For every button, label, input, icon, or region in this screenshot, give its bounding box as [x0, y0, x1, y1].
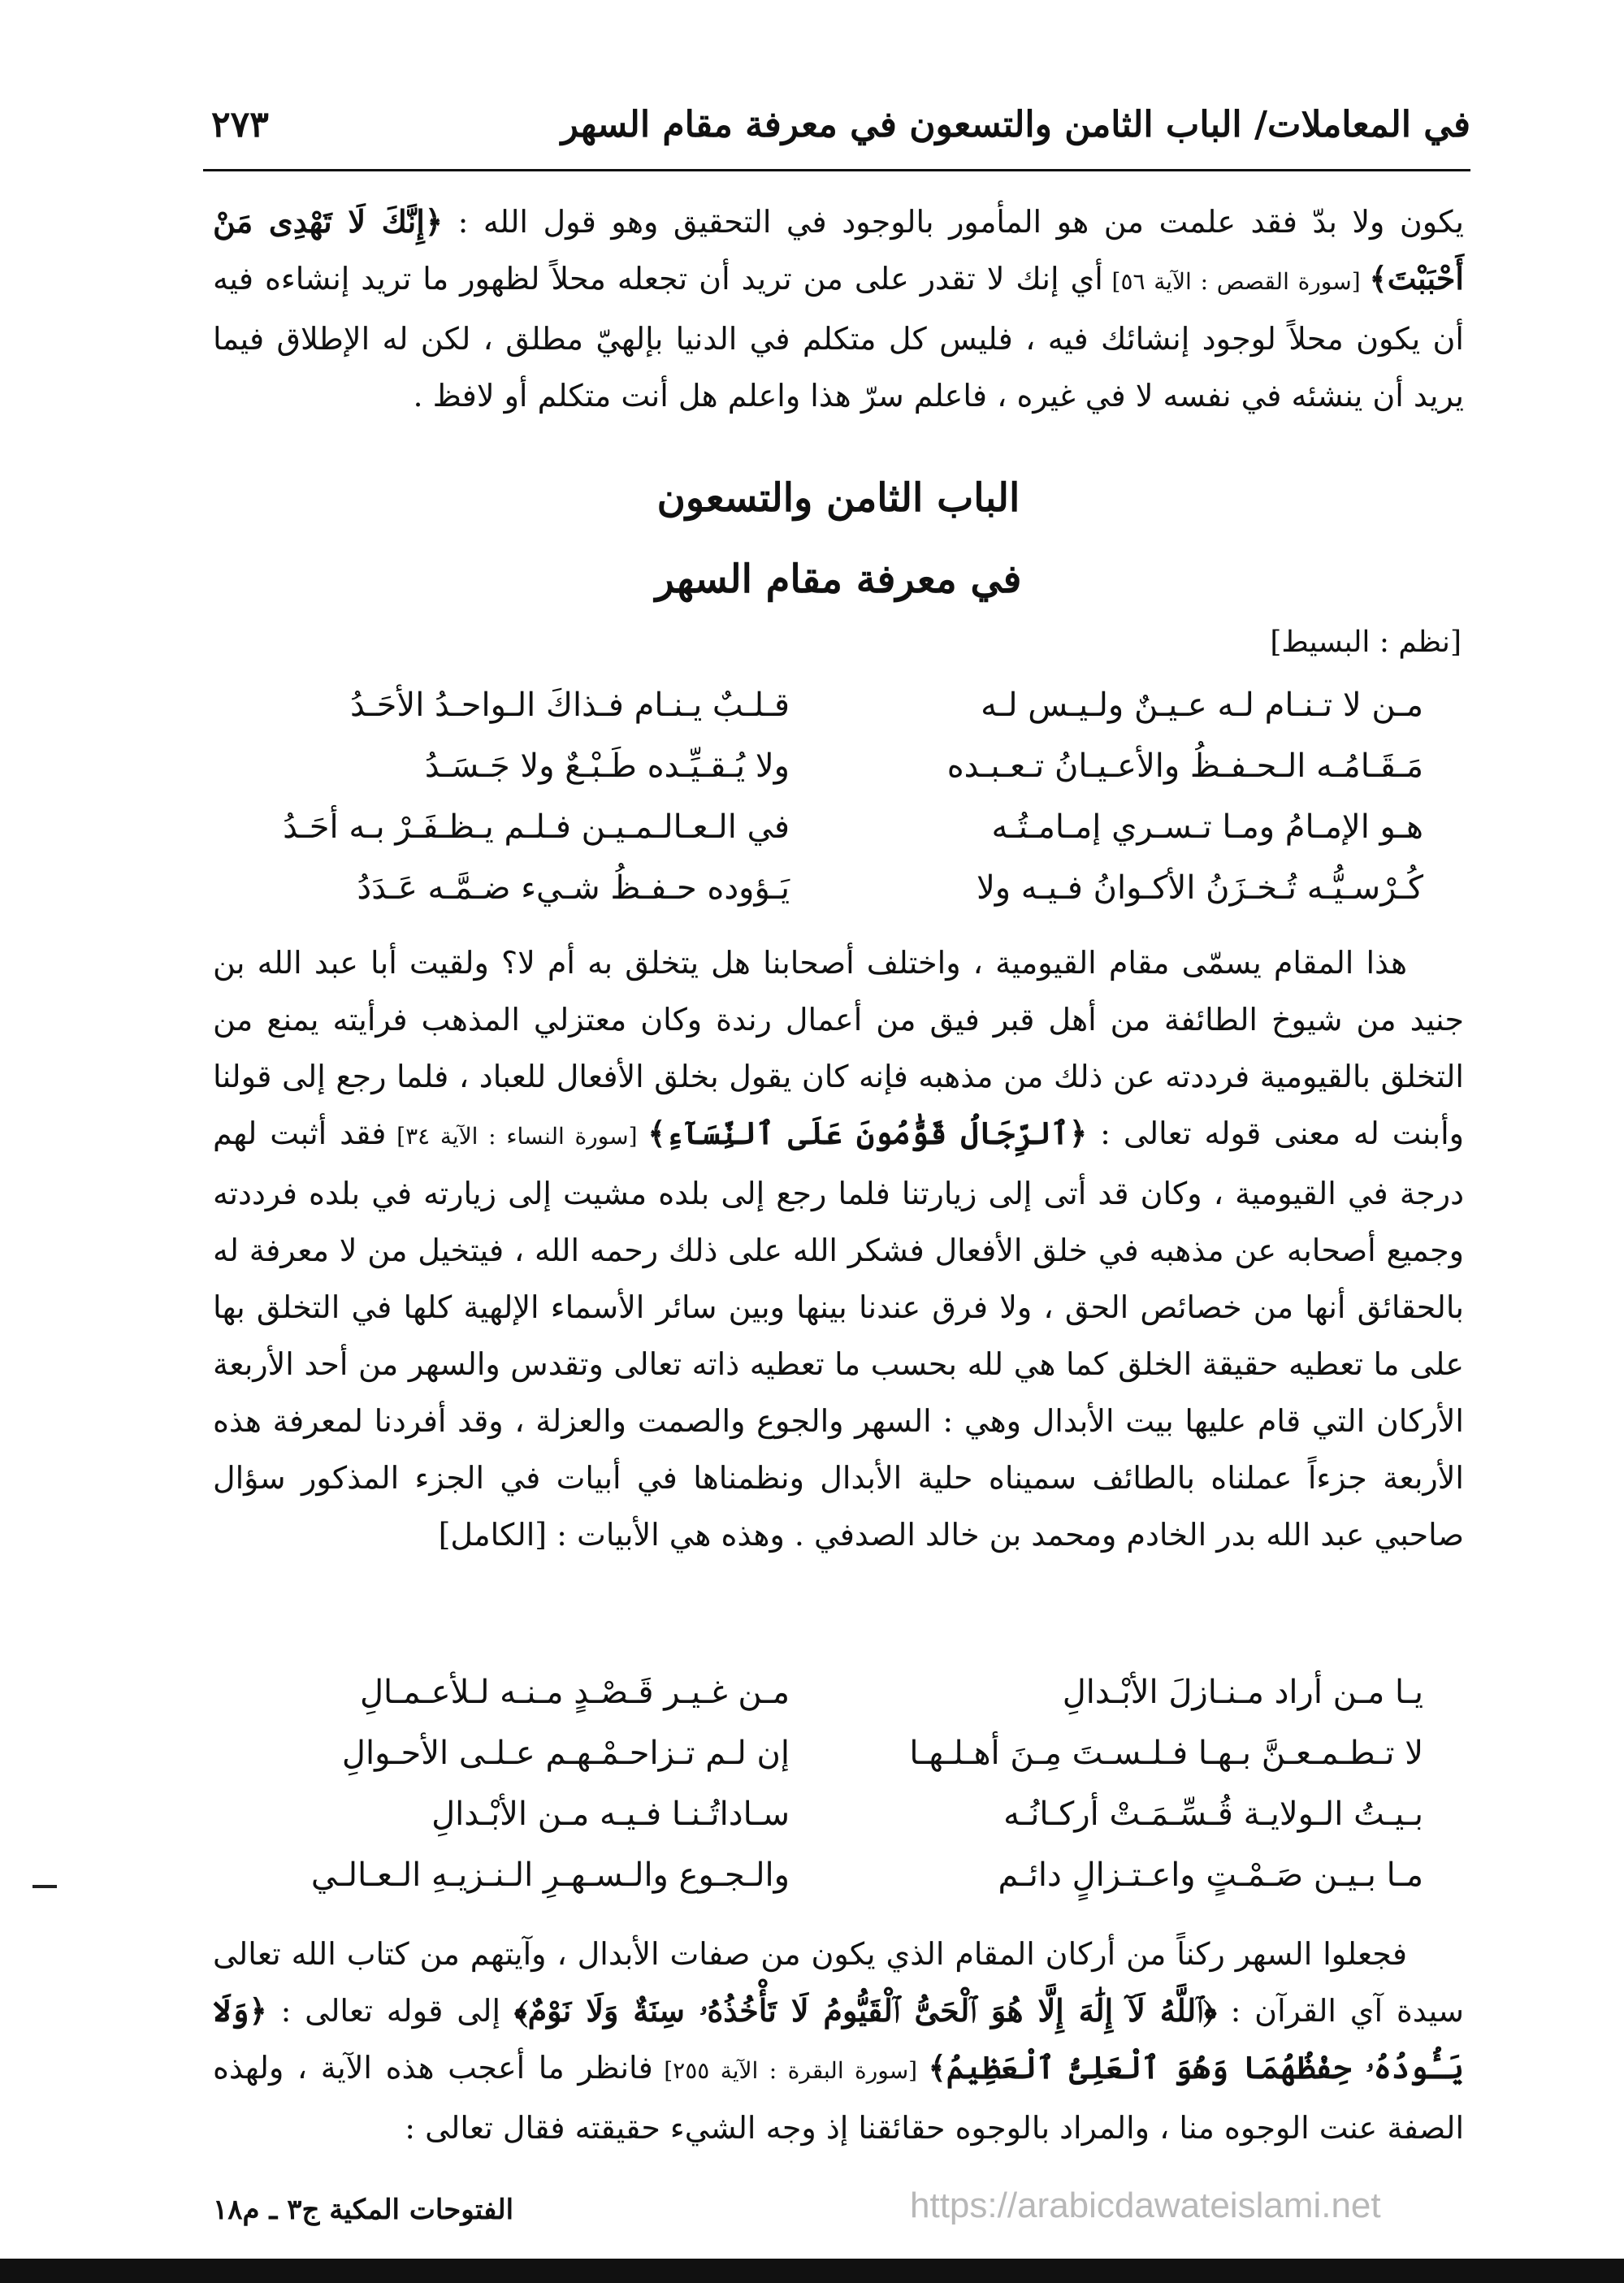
margin-mark — [32, 1885, 57, 1888]
verse-line — [213, 1735, 1464, 1796]
verse-second-hemistich: والـجـوع والـسـهـرِ الـنـزيـهِ الـعـالـي — [310, 1856, 790, 1894]
paragraph-1 — [213, 193, 1464, 424]
scan-edge-bar — [0, 2259, 1624, 2283]
verse-first-hemistich: هـو الإمـامُ ومـا تـسـري إمـامـتُـه — [991, 808, 1423, 846]
surah-reference: [سورة النساء : الآية ٣٤] — [386, 1123, 648, 1150]
verse-first-hemistich: يـا مـن أراد مـنـازلَ الأبْـدالِ — [1062, 1674, 1423, 1711]
paragraph-2-part-2: فقد أثبت لهم درجة في القيومية ، وكان قد أتى إلى زيارتنا فلما رجع إلى بلده مشيت إلى زيارته في بلده فرددته وجميع أصحابه عن مذهبه في خلق الأفعال فشكر الله على ذلك رحمه الله ، فيتخيل من لا معرفة له بالحقائق أنها من خصائص الحق ، ولا فرق عندنا بينها وبين سائر الأسماء الإلهية كلها في التخلق بها على ما تعطيه حقيقة الخلق كما هي لله بحسب ما تعطيه ذاته تعالى وتقدس والسهر من أحد الأربعة الأركان التي قام عليها بيت الأبدال وهي : السهر والجوع والصمت والعزلة ، وقد أفردنا لمعرفة هذه الأربعة جزءاً عملناه بالطائف سميناه حلية الأبدال ونظمناها في أبيات في الجزء المذكور سؤال صاحبي عبد الله بدر الخادم ومحمد بن خالد الصدفي . وهذه هي الأبيات : [الكامل] — [213, 1116, 1464, 1553]
verse-line — [213, 1674, 1464, 1735]
watermark-url: https://arabicdawateislami.net — [910, 2186, 1381, 2225]
paragraph-3-part-1: فجعلوا السهر ركناً من أركان المقام الذي يكون من صفات الأبدال ، وآيتهم من كتاب الله تعالى سيدة آي القرآن : — [213, 1936, 1464, 2029]
verse-second-hemistich: إن لـم تـزاحـمْـهـم عـلـى الأحـوالِ — [341, 1735, 790, 1772]
page-number: ٢٧٣ — [211, 104, 269, 145]
surah-reference: [سورة القصص : الآية ٥٦] — [1102, 268, 1370, 295]
verse-first-hemistich: لا تـطـمـعـنَّ بـهـا فـلـسـتَ مِـنَ أهـلـهـا — [909, 1735, 1423, 1772]
chapter-title: الباب الثامن والتسعون — [656, 475, 1020, 521]
paragraph-3-part-2: إلى قوله تعالى : — [266, 1993, 514, 2029]
verse-first-hemistich: مـا بـيـن صَـمْـتٍ واعـتـزالٍ دائـم — [998, 1856, 1423, 1894]
quran-verse-kursi-start: ﴿ٱللَّهُ لَآ إِلَٰهَ إِلَّا هُوَ ٱلْحَىُّ ٱلْقَيُّومُ لَا تَأْخُذُهُۥ سِنَةٌ وَلَا نَوْمٌ﴾ — [513, 1992, 1217, 2029]
paragraph-2 — [213, 934, 1464, 1563]
verse-second-hemistich: سـاداتُـنـا فـيـه مـن الأبْـدالِ — [431, 1796, 790, 1833]
verse-line — [213, 1796, 1464, 1856]
meter-label: [نظم : البسيط] — [1270, 626, 1462, 659]
verse-line — [213, 687, 1464, 747]
verse-first-hemistich: مـن لا تـنـام لـه عـيـنٌ ولـيـس لـه — [981, 687, 1423, 724]
verse-first-hemistich: كُـرْسـيُّـه تُـخـزَنُ الأكـوانُ فـيـه ولا — [976, 869, 1423, 907]
verse-first-hemistich: مَـقَـامُـه الـحـفـظُ والأعـيـانُ تـعـبـده — [946, 747, 1423, 785]
paragraph-2-part-1: هذا المقام يسمّى مقام القيومية ، واختلف أصحابنا هل يتخلق به أم لا؟ ولقيت أبا عبد الله بن جنيد من شيوخ الطائفة من أهل قبر فيق من أعمال رندة وكان معتزلي المذهب فرأيته يمنع من التخلق بالقيومية فرددته عن ذلك من مذهبه فإنه كان يقول بخلق الأفعال للعباد ، فلما رجع إلى قولنا وأبنت له معنى قوله تعالى : — [213, 945, 1464, 1151]
paragraph-3 — [213, 1926, 1464, 2156]
paragraph-1-lead: يكون ولا بدّ فقد علمت من هو المأمور بالوجود في التحقيق وهو قول الله : — [443, 204, 1464, 240]
verse-second-hemistich: مـن غـيـر قَـصْـدٍ مـنـه لـلأعـمـالِ — [359, 1674, 790, 1711]
verse-line — [213, 808, 1464, 869]
quran-verse-nisa: ﴿ٱلرِّجَالُ قَوَّٰمُونَ عَلَى ٱلنِّسَآءِ﴾ — [647, 1115, 1088, 1151]
verse-first-hemistich: بـيـتُ الـولايـة قُـسِّـمَـتْ أركـانُـه — [1003, 1796, 1423, 1833]
quran-verse-qasas: ﴿إِنَّكَ لَا تَهْدِى مَنْ أَحْبَبْتَ﴾ — [213, 203, 1464, 297]
paragraph-3-part-3: فانظر ما أعجب هذه الآية ، ولهذه الصفة عنت الوجوه منا ، والمراد بالوجوه حقائقنا إذ وجه الشيء حقيقته فقال تعالى : — [213, 2050, 1464, 2146]
quran-verse-kursi-end: ﴿وَلَا يَـُٔودُهُۥ حِفْظُهُمَا وَهُوَ ٱلْعَلِىُّ ٱلْعَظِيمُ﴾ — [213, 1992, 1464, 2086]
running-header — [203, 104, 1470, 171]
poem-1 — [213, 687, 1464, 930]
verse-second-hemistich: يَـؤوده حـفـظُ شـيء ضـمَّـه عَـدَدُ — [357, 869, 790, 907]
verse-second-hemistich: في الـعـالـمـيـن فـلـم يـظـفَـرْ بـه أحَـدُ — [283, 808, 790, 846]
verse-line — [213, 869, 1464, 930]
verse-line — [213, 1856, 1464, 1917]
verse-line — [213, 747, 1464, 808]
surah-reference: [سورة البقرة : الآية ٢٥٥] — [652, 2057, 929, 2084]
verse-second-hemistich: قـلـبٌ يـنـام فـذاكَ الـواحـدُ الأحَـدُ — [349, 687, 790, 724]
volume-signature: الفتوحات المكية ج٣ ـ م١٨ — [213, 2194, 514, 2226]
header-title: في المعاملات/ الباب الثامن والتسعون في معرفة مقام السهر — [561, 104, 1470, 145]
chapter-subtitle: في معرفة مقام السهر — [655, 557, 1022, 602]
paragraph-1-rest: أي إنك لا تقدر على من تريد أن تجعله محلاً لظهور ما تريد إنشاءه فيه أن يكون محلاً لوجود إنشائك فيه ، فليس كل متكلم في الدنيا بإلهيّ مطلق ، لكن له الإطلاق فيما يريد أن ينشئه في نفسه لا في غيره ، فاعلم سرّ هذا واعلم هل أنت متكلم أو لافظ . — [213, 261, 1464, 414]
poem-2 — [213, 1674, 1464, 1917]
verse-second-hemistich: ولا يُـقـيِّـده طَـبْـعٌ ولا جَـسَـدُ — [424, 747, 790, 785]
